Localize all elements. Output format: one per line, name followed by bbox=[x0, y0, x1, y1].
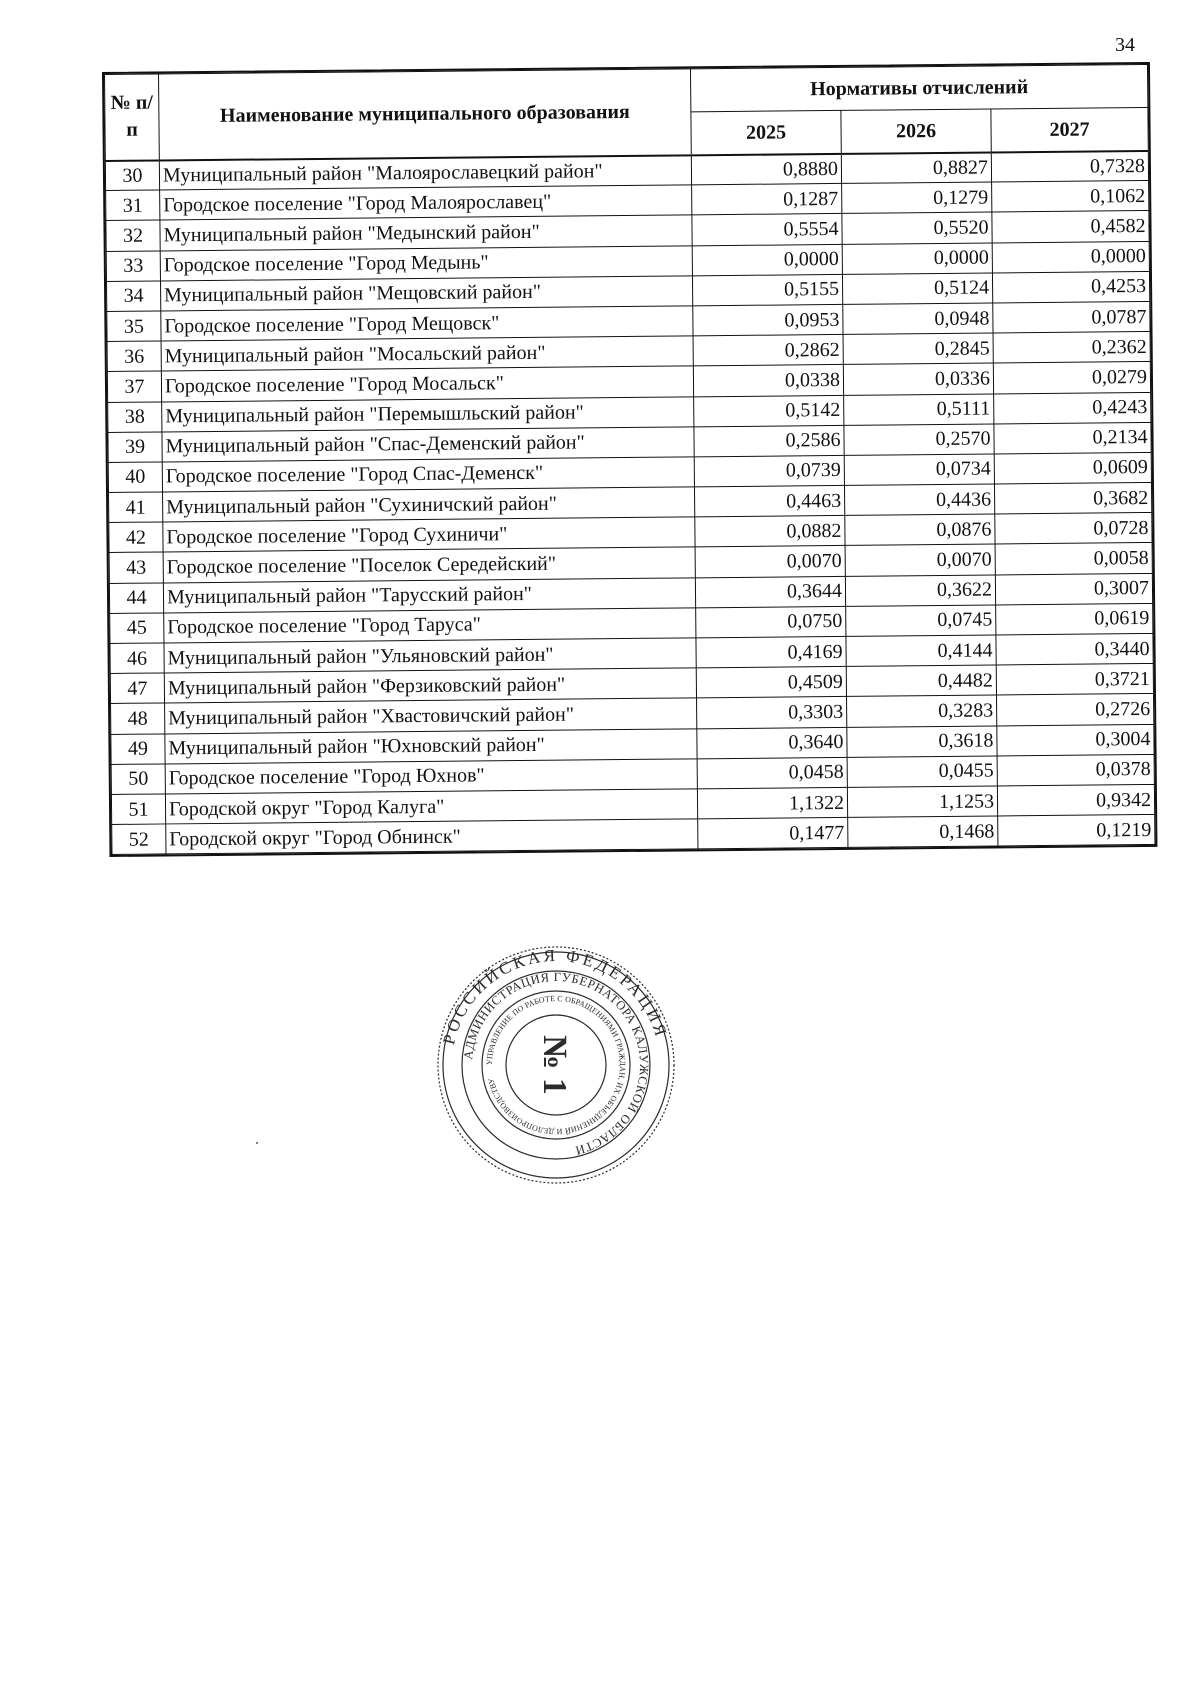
value-2026: 0,4482 bbox=[846, 665, 996, 697]
value-2025: 0,4169 bbox=[696, 636, 846, 668]
value-2027: 0,3004 bbox=[997, 724, 1154, 756]
header-year-2027: 2027 bbox=[991, 107, 1148, 152]
municipality-name: Муниципальный район "Малоярославецкий район" bbox=[159, 155, 691, 190]
value-2027: 0,0619 bbox=[996, 603, 1153, 635]
row-number: 42 bbox=[109, 522, 163, 553]
header-norms-group: Нормативы отчислений bbox=[690, 64, 1147, 111]
row-number: 30 bbox=[105, 160, 159, 191]
value-2025: 0,2862 bbox=[693, 335, 843, 367]
municipality-name: Муниципальный район "Мещовский район" bbox=[160, 276, 692, 311]
value-2026: 0,0734 bbox=[844, 454, 994, 486]
value-2026: 0,5124 bbox=[842, 273, 992, 305]
value-2027: 0,0609 bbox=[994, 452, 1151, 484]
value-2025: 0,4463 bbox=[694, 485, 844, 517]
value-2026: 0,0876 bbox=[845, 514, 995, 546]
value-2027: 0,0279 bbox=[993, 362, 1150, 394]
municipality-name: Муниципальный район "Хвастовичский район" bbox=[165, 698, 697, 733]
municipality-name: Муниципальный район "Ферзиковский район" bbox=[164, 668, 696, 703]
municipality-name: Городское поселение "Город Мосальск" bbox=[161, 366, 693, 401]
table-body bbox=[105, 150, 1155, 854]
seal-inner-text: УПРАВЛЕНИЕ ПО РАБОТЕ С ОБРАЩЕНИЯМИ ГРАЖДАН, ИХ ОБЪЕДИНЕНИЙ И ДЕЛОПРОИЗВОДСТВУ bbox=[484, 993, 628, 1137]
municipality-name: Городское поселение "Город Малоярославец" bbox=[160, 185, 692, 220]
row-number: 47 bbox=[110, 673, 164, 704]
value-2025: 0,3644 bbox=[695, 576, 845, 608]
value-2025: 0,5155 bbox=[692, 274, 842, 306]
row-number: 43 bbox=[109, 552, 163, 583]
municipality-name: Городское поселение "Поселок Середейский" bbox=[163, 547, 695, 582]
scan-speck bbox=[256, 1142, 258, 1144]
value-2025: 0,0070 bbox=[695, 546, 845, 578]
row-number: 48 bbox=[111, 703, 165, 734]
row-number: 36 bbox=[107, 341, 161, 372]
value-2025: 0,0882 bbox=[695, 516, 845, 548]
municipality-name: Муниципальный район "Сухиничский район" bbox=[163, 487, 695, 522]
row-number: 49 bbox=[111, 734, 165, 765]
value-2027: 0,2362 bbox=[993, 332, 1150, 364]
municipality-name: Городское поселение "Город Юхнов" bbox=[165, 759, 697, 794]
value-2026: 0,1279 bbox=[842, 182, 992, 214]
value-2025: 0,4509 bbox=[696, 667, 846, 699]
row-number: 31 bbox=[106, 190, 160, 221]
municipality-name: Муниципальный район "Мосальский район" bbox=[161, 336, 693, 371]
row-number: 51 bbox=[111, 794, 165, 825]
value-2027: 0,4253 bbox=[992, 271, 1149, 303]
value-2027: 0,2134 bbox=[994, 422, 1151, 454]
municipality-name: Городской округ "Город Калуга" bbox=[165, 789, 697, 824]
value-2027: 0,0728 bbox=[995, 513, 1152, 545]
value-2027: 0,0000 bbox=[992, 241, 1149, 273]
norms-table bbox=[104, 64, 1155, 855]
value-2027: 0,0787 bbox=[993, 301, 1150, 333]
value-2027: 0,0058 bbox=[995, 543, 1152, 575]
header-number: № п/п bbox=[105, 74, 160, 161]
row-number: 33 bbox=[106, 251, 160, 282]
value-2026: 0,0000 bbox=[842, 243, 992, 275]
value-2026: 0,0745 bbox=[846, 605, 996, 637]
row-number: 40 bbox=[108, 462, 162, 493]
value-2027: 0,9342 bbox=[997, 784, 1154, 816]
value-2027: 0,0378 bbox=[997, 754, 1154, 786]
value-2025: 0,0739 bbox=[694, 455, 844, 487]
value-2027: 0,3682 bbox=[994, 483, 1151, 515]
value-2026: 0,3622 bbox=[845, 575, 995, 607]
value-2026: 0,0455 bbox=[847, 756, 997, 788]
value-2027: 0,3721 bbox=[996, 664, 1153, 696]
value-2027: 0,7328 bbox=[991, 150, 1148, 182]
value-2025: 0,1287 bbox=[692, 184, 842, 216]
value-2026: 0,0070 bbox=[845, 544, 995, 576]
value-2025: 0,5142 bbox=[694, 395, 844, 427]
value-2026: 1,1253 bbox=[847, 786, 997, 818]
value-2026: 0,2570 bbox=[844, 424, 994, 456]
value-2025: 0,0338 bbox=[693, 365, 843, 397]
row-number: 32 bbox=[106, 220, 160, 251]
value-2027: 0,3007 bbox=[995, 573, 1152, 605]
value-2025: 0,0458 bbox=[697, 757, 847, 789]
row-number: 50 bbox=[111, 764, 165, 795]
value-2026: 0,2845 bbox=[843, 333, 993, 365]
row-number: 46 bbox=[110, 643, 164, 674]
value-2027: 0,2726 bbox=[997, 694, 1154, 726]
row-number: 38 bbox=[108, 401, 162, 432]
row-number: 35 bbox=[107, 311, 161, 342]
header-name: Наименование муниципального образования bbox=[159, 69, 692, 160]
value-2025: 0,3303 bbox=[697, 697, 847, 729]
value-2027: 0,1062 bbox=[992, 181, 1149, 213]
seal-center-number: № 1 bbox=[536, 1035, 573, 1095]
value-2026: 0,5520 bbox=[842, 212, 992, 244]
row-number: 34 bbox=[106, 281, 160, 312]
page-number: 34 bbox=[1115, 34, 1135, 56]
value-2027: 0,4582 bbox=[992, 211, 1149, 243]
value-2025: 0,3640 bbox=[697, 727, 847, 759]
municipality-name: Городское поселение "Город Мещовск" bbox=[161, 306, 693, 341]
municipality-name: Муниципальный район "Юхновский район" bbox=[165, 728, 697, 763]
row-number: 39 bbox=[108, 432, 162, 463]
municipality-name: Муниципальный район "Ульяновский район" bbox=[164, 638, 696, 673]
row-number: 37 bbox=[107, 371, 161, 402]
value-2025: 0,8880 bbox=[691, 153, 841, 185]
value-2025: 0,0000 bbox=[692, 244, 842, 276]
seal-outer-text: РОССИЙСКАЯ ФЕДЕРАЦИЯ bbox=[439, 945, 672, 1047]
municipality-name: Городское поселение "Город Спас-Деменск" bbox=[162, 457, 694, 492]
value-2027: 0,4243 bbox=[994, 392, 1151, 424]
seal-middle-text: АДМИНИСТРАЦИЯ ГУБЕРНАТОРА КАЛУЖСКОЙ ОБЛАСТИ bbox=[461, 969, 652, 1158]
row-number: 45 bbox=[110, 613, 164, 644]
value-2025: 0,0953 bbox=[693, 304, 843, 336]
municipality-name: Муниципальный район "Спас-Деменский район" bbox=[162, 427, 694, 462]
value-2026: 0,4144 bbox=[846, 635, 996, 667]
municipality-name: Городское поселение "Город Сухиничи" bbox=[163, 517, 695, 552]
seal-graphic bbox=[436, 945, 676, 1185]
municipality-name: Муниципальный район "Медынский район" bbox=[160, 215, 692, 250]
value-2025: 0,1477 bbox=[698, 818, 848, 850]
value-2026: 0,3283 bbox=[847, 695, 997, 727]
value-2025: 1,1322 bbox=[697, 787, 847, 819]
official-seal bbox=[436, 945, 676, 1185]
value-2026: 0,8827 bbox=[841, 152, 991, 184]
municipality-name: Муниципальный район "Перемышльский район" bbox=[162, 396, 694, 431]
value-2027: 0,3440 bbox=[996, 633, 1153, 665]
row-number: 52 bbox=[112, 824, 166, 855]
value-2025: 0,2586 bbox=[694, 425, 844, 457]
value-2026: 0,1468 bbox=[848, 816, 998, 848]
municipality-name: Городской округ "Город Обнинск" bbox=[166, 819, 698, 854]
header-year-2026: 2026 bbox=[841, 109, 991, 153]
municipality-name: Городское поселение "Город Медынь" bbox=[160, 245, 692, 280]
value-2025: 0,0750 bbox=[696, 606, 846, 638]
row-number: 44 bbox=[109, 583, 163, 614]
value-2026: 0,0336 bbox=[843, 363, 993, 395]
value-2025: 0,5554 bbox=[692, 214, 842, 246]
header-year-2025: 2025 bbox=[691, 110, 841, 154]
value-2026: 0,0948 bbox=[843, 303, 993, 335]
value-2026: 0,5111 bbox=[844, 393, 994, 425]
value-2027: 0,1219 bbox=[998, 815, 1155, 847]
municipality-name: Муниципальный район "Тарусский район" bbox=[163, 577, 695, 612]
value-2026: 0,3618 bbox=[847, 726, 997, 758]
row-number: 41 bbox=[109, 492, 163, 523]
municipality-name: Городское поселение "Город Таруса" bbox=[164, 608, 696, 643]
value-2026: 0,4436 bbox=[844, 484, 994, 516]
